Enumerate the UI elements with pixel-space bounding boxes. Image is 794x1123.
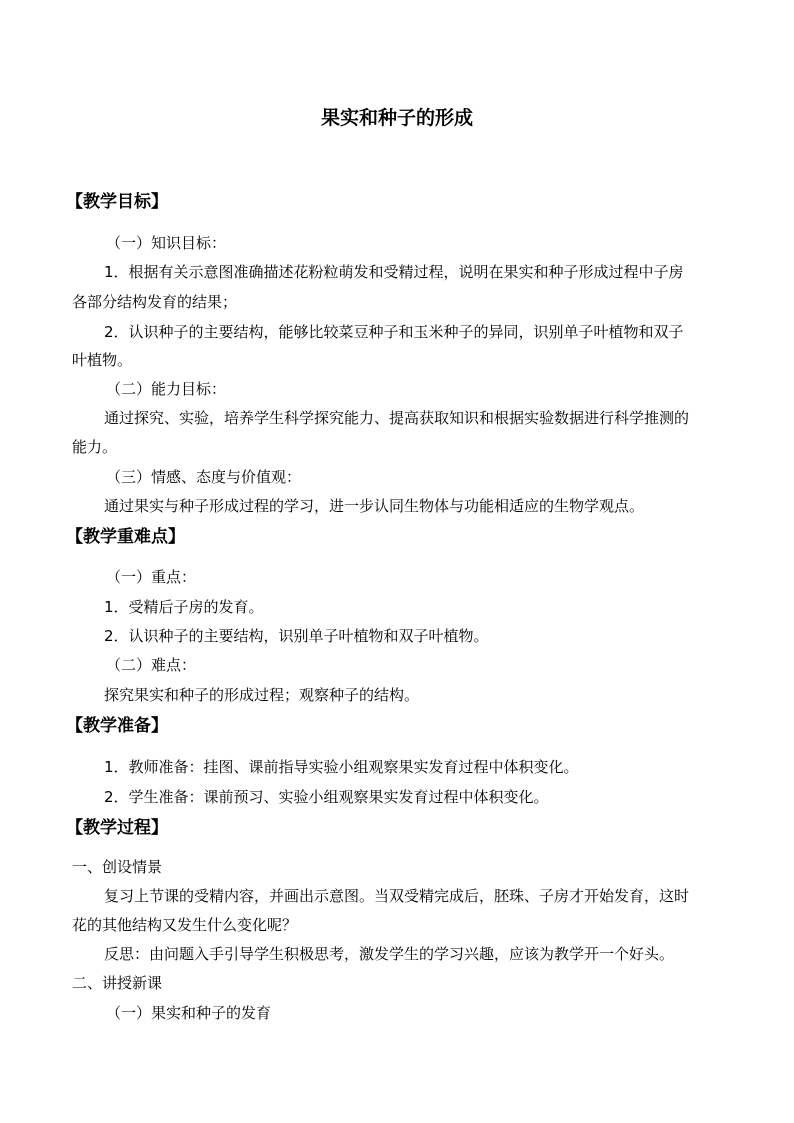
ability-goal-line-1: 通过探究、实验，培养学生科学探究能力、提高获取知识和根据实验数据进行科学推测的 [104, 409, 690, 427]
process-step-1-line-2: 花的其他结构又发生什么变化呢？ [72, 916, 298, 934]
prep-teacher: 1．教师准备：挂图、课前指导实验小组观察果实发育过程中体积变化。 [104, 758, 579, 776]
difficulty-heading: （二）难点： [106, 656, 197, 674]
process-step-2-subheading: （一）果实和种子的发育 [106, 1004, 272, 1022]
section-heading-prep: 【教学准备】 [66, 716, 168, 736]
emotion-goal-line-1: 通过果实与种子形成过程的学习，进一步认同生物体与功能相适应的生物学观点。 [104, 497, 645, 515]
process-step-1-heading: 一、创设情景 [72, 858, 163, 876]
knowledge-goal-heading: （一）知识目标： [106, 234, 227, 252]
process-step-1-line-1: 复习上节课的受精内容，并画出示意图。当双受精完成后，胚珠、子房才开始发育，这时 [104, 887, 690, 905]
key-point-2: 2．认识种子的主要结构，识别单子叶植物和双子叶植物。 [104, 627, 489, 645]
knowledge-goal-2-line-2: 叶植物。 [72, 351, 133, 369]
key-point-1: 1．受精后子房的发育。 [104, 598, 264, 616]
process-step-1-line-3: 反思：由问题入手引导学生积极思考，激发学生的学习兴趣，应该为教学开一个好头。 [104, 945, 675, 963]
emotion-goal-heading: （三）情感、态度与价值观： [106, 468, 302, 486]
difficulty-1: 探究果实和种子的形成过程；观察种子的结构。 [104, 686, 420, 704]
section-heading-focus: 【教学重难点】 [66, 527, 185, 547]
prep-student: 2．学生准备：课前预习、实验小组观察果实发育过程中体积变化。 [104, 788, 549, 806]
knowledge-goal-1-line-2: 各部分结构发育的结果； [72, 293, 238, 311]
ability-goal-line-2: 能力。 [72, 438, 118, 456]
knowledge-goal-2-line-1: 2．认识种子的主要结构，能够比较菜豆种子和玉米种子的异同，识别单子叶植物和双子 [104, 323, 684, 341]
section-heading-process: 【教学过程】 [66, 818, 168, 838]
knowledge-goal-1-line-1: 1．根据有关示意图准确描述花粉粒萌发和受精过程，说明在果实和种子形成过程中子房 [104, 263, 684, 281]
key-point-heading: （一）重点： [106, 568, 197, 586]
document-title: 果实和种子的形成 [320, 107, 473, 129]
section-heading-goals: 【教学目标】 [66, 192, 168, 212]
ability-goal-heading: （二）能力目标： [106, 380, 227, 398]
process-step-2-heading: 二、讲授新课 [72, 974, 163, 992]
